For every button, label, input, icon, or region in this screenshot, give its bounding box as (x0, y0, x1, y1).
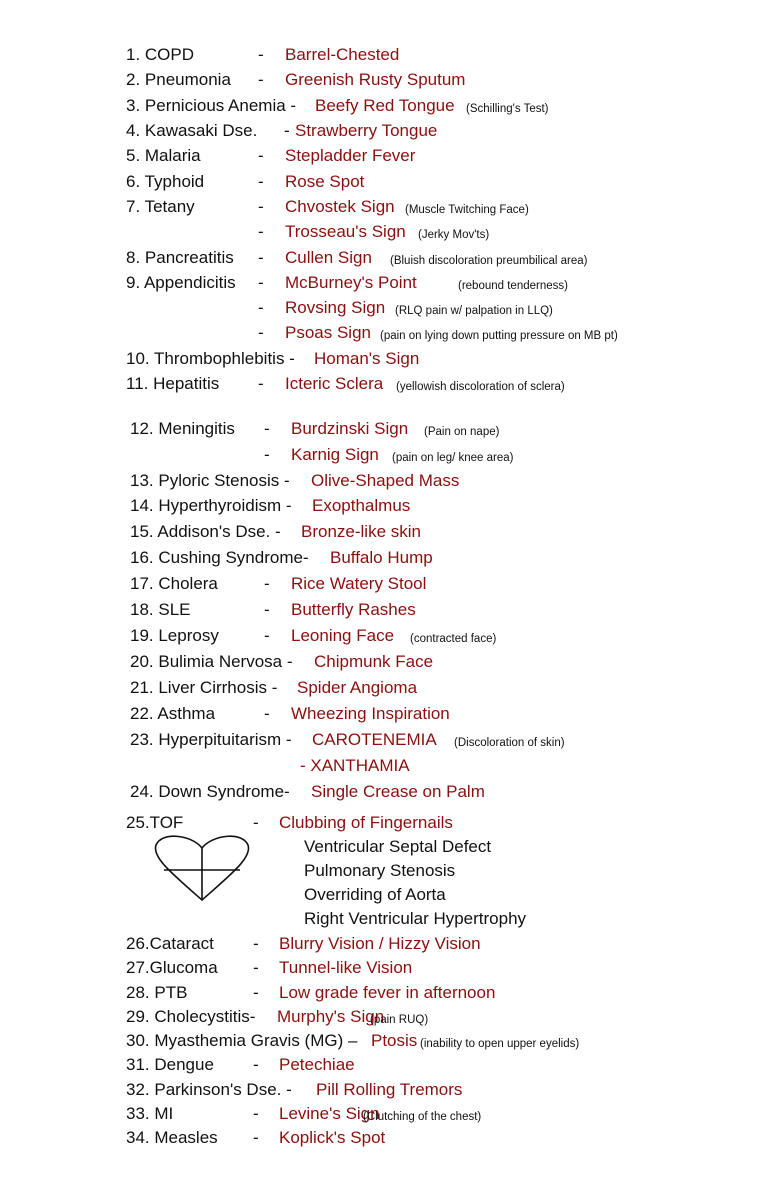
heart-drawing (152, 832, 252, 904)
dash-separator: - (253, 958, 259, 977)
condition-label: 25.TOF (126, 813, 184, 832)
condition-label: 9. Appendicitis (126, 273, 236, 292)
condition-label: 1. COPD (126, 45, 195, 64)
sign-label: Clubbing of Fingernails (279, 813, 453, 832)
dash-separator: - (258, 197, 264, 216)
condition-label: 5. Malaria (126, 146, 201, 165)
condition-label: 13. Pyloric Stenosis - (130, 471, 290, 490)
condition-label: 22. Asthma (130, 704, 216, 723)
dash-separator: - (264, 445, 270, 464)
sign-label: Buffalo Hump (330, 548, 433, 567)
sign-label: Spider Angioma (297, 678, 418, 697)
dash-separator: - (264, 419, 270, 438)
sign-label: Low grade fever in afternoon (279, 983, 496, 1002)
condition-label: 34. Measles (126, 1128, 218, 1147)
note-text: (Pain on nape) (424, 426, 500, 438)
sign-label: Pulmonary Stenosis (304, 861, 456, 880)
condition-label: 17. Cholera (130, 574, 218, 593)
condition-label: 8. Pancreatitis (126, 248, 234, 267)
condition-label: 33. MI (126, 1104, 174, 1123)
condition-label: 6. Typhoid (126, 172, 205, 191)
sign-label: Psoas Sign (285, 323, 371, 342)
dash-separator: - (253, 983, 259, 1002)
dash-separator: - (253, 1128, 259, 1147)
dash-separator: - (258, 45, 264, 64)
condition-label: 10. Thrombophlebitis - (126, 349, 295, 368)
dash-separator: - (258, 70, 264, 89)
note-text: (RLQ pain w/ palpation in LLQ) (395, 305, 553, 317)
sign-label: Chipmunk Face (314, 652, 434, 671)
sign-label: - XANTHAMIA (300, 756, 410, 775)
sign-label: Ventricular Septal Defect (304, 837, 492, 856)
dash-separator: - (264, 626, 270, 645)
dash-separator: - (264, 704, 270, 723)
sign-label: Single Crease on Palm (311, 782, 485, 801)
condition-label: 24. Down Syndrome- (130, 782, 290, 801)
sign-label: Bronze-like skin (301, 522, 421, 541)
condition-label: 26.Cataract (126, 934, 214, 953)
condition-label: 4. Kawasaki Dse. (126, 121, 258, 140)
sign-label: Ptosis (371, 1031, 418, 1050)
sign-label: Beefy Red Tongue (315, 96, 455, 115)
note-text: (Clutching of the chest) (363, 1111, 482, 1123)
dash-separator: - (264, 600, 270, 619)
condition-label: 29. Cholecystitis- (126, 1007, 256, 1026)
dash-separator: - (253, 1055, 259, 1074)
condition-label: 11. Hepatitis (126, 374, 220, 393)
sign-label: Tunnel-like Vision (279, 958, 413, 977)
dash-separator: - (253, 934, 259, 953)
condition-label: 3. Pernicious Anemia - (126, 96, 297, 115)
dash-separator: - (258, 298, 264, 317)
condition-label: 16. Cushing Syndrome- (130, 548, 309, 567)
dash-separator: - (258, 172, 264, 191)
condition-label: 32. Parkinson's Dse. - (126, 1080, 292, 1099)
sign-label: Rovsing Sign (285, 298, 386, 317)
dash-separator: - (258, 374, 264, 393)
note-text: (contracted face) (410, 633, 497, 645)
dash-separator: - (258, 222, 264, 241)
sign-label: Right Ventricular Hypertrophy (304, 909, 527, 928)
sign-label: Olive-Shaped Mass (311, 471, 460, 490)
condition-label: 27.Glucoma (126, 958, 218, 977)
dash-separator: - (284, 121, 290, 140)
sign-label: Murphy's Sign (277, 1007, 385, 1026)
sign-label: Icteric Sclera (285, 374, 384, 393)
dash-separator: - (258, 248, 264, 267)
dash-separator: - (253, 813, 259, 832)
dash-separator: - (253, 1104, 259, 1123)
sign-label: McBurney's Point (285, 273, 417, 292)
dash-separator: - (258, 323, 264, 342)
sign-label: Pill Rolling Tremors (316, 1080, 463, 1099)
note-text: (Bluish discoloration preumbilical area) (390, 255, 588, 267)
sign-label: Petechiae (279, 1055, 355, 1074)
sign-label: Trosseau's Sign (285, 222, 406, 241)
condition-label: 31. Dengue (126, 1055, 214, 1074)
condition-label: 12. Meningitis (130, 419, 235, 438)
sign-label: Greenish Rusty Sputum (285, 70, 466, 89)
condition-label: 7. Tetany (126, 197, 195, 216)
note-text: (pain RUQ) (370, 1014, 429, 1026)
dash-separator: - (258, 273, 264, 292)
sign-label: Burdzinski Sign (291, 419, 409, 438)
note-text: (rebound tenderness) (458, 280, 568, 292)
sign-label: Cullen Sign (285, 248, 372, 267)
sign-label: Homan's Sign (314, 349, 420, 368)
sign-label: Barrel-Chested (285, 45, 400, 64)
sign-label: Overriding of Aorta (304, 885, 446, 904)
condition-label: 15. Addison's Dse. - (130, 522, 281, 541)
condition-label: 23. Hyperpituitarism - (130, 730, 292, 749)
sign-label: Strawberry Tongue (295, 121, 438, 140)
sign-label: Karnig Sign (291, 445, 379, 464)
sign-label: Levine's Sign (279, 1104, 380, 1123)
dash-separator: - (264, 574, 270, 593)
sign-label: Rose Spot (285, 172, 365, 191)
sign-label: Chvostek Sign (285, 197, 395, 216)
note-text: (Muscle Twitching Face) (405, 204, 529, 216)
note-text: (inability to open upper eyelids) (420, 1038, 580, 1050)
condition-label: 21. Liver Cirrhosis - (130, 678, 278, 697)
condition-label: 18. SLE (130, 600, 191, 619)
sign-label: Leoning Face (291, 626, 395, 645)
condition-label: 30. Myasthemia Gravis (MG) – (126, 1031, 358, 1050)
note-text: (yellowish discoloration of sclera) (396, 381, 565, 393)
sign-label: Koplick's Spot (279, 1128, 386, 1147)
note-text: (pain on lying down putting pressure on MB pt) (380, 330, 618, 342)
sign-label: Stepladder Fever (285, 146, 416, 165)
sign-label: Exopthalmus (312, 496, 411, 515)
condition-label: 19. Leprosy (130, 626, 219, 645)
condition-label: 14. Hyperthyroidism - (130, 496, 292, 515)
sign-label: Rice Watery Stool (291, 574, 427, 593)
dash-separator: - (258, 146, 264, 165)
sign-label: Blurry Vision / Hizzy Vision (279, 934, 481, 953)
note-text: (Jerky Mov'ts) (418, 229, 490, 241)
sign-label: Wheezing Inspiration (291, 704, 450, 723)
sign-label: CAROTENEMIA (312, 730, 437, 749)
sign-label: Butterfly Rashes (291, 600, 416, 619)
note-text: (pain on leg/ knee area) (392, 452, 514, 464)
note-text: (Discoloration of skin) (454, 737, 565, 749)
condition-label: 20. Bulimia Nervosa - (130, 652, 293, 671)
condition-label: 28. PTB (126, 983, 188, 1002)
condition-label: 2. Pneumonia (126, 70, 231, 89)
note-text: (Schilling's Test) (466, 103, 549, 115)
